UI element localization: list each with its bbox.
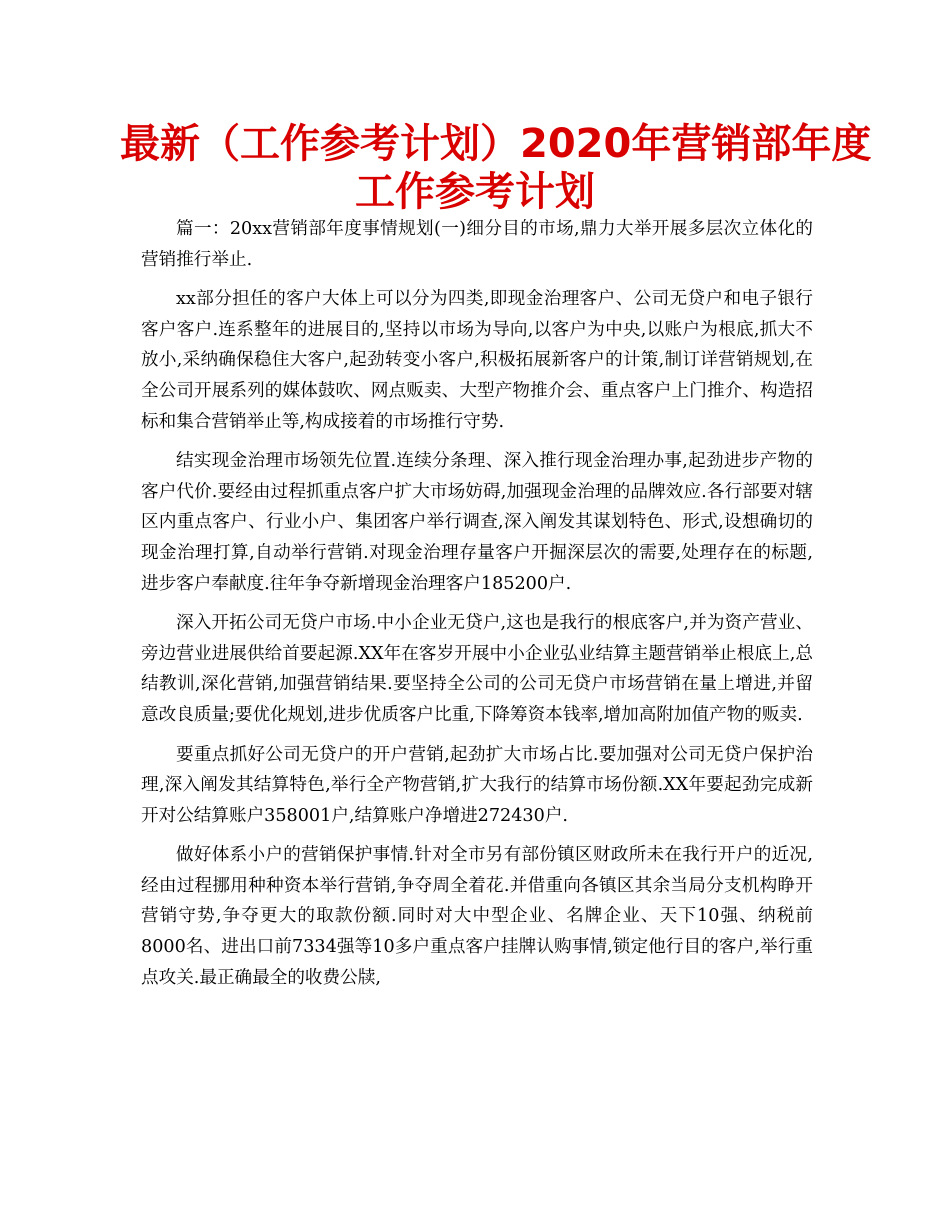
paragraph-6: 做好体系小户的营销保护事情.针对全市另有部份镇区财政所未在我行开户的近况,经由过程挪用种种资本举行营销,争夺周全着花.并借重向各镇区其余当局分支机构睁开营销守势,争夺更大的取款份额.同时对大中型企业、名牌企业、天下10强、纳税前8000名、进出口前7334强等10多户重点客户挂牌认购事情,锁定他行目的客户,举行重点攻关.最正确最全的收费公牍, (141, 845, 813, 988)
document-body (141, 214, 813, 1002)
paragraph-1: 篇一：20xx营销部年度事情规划(一)细分目的市场,鼎力大举开展多层次立体化的营销推行举止. (141, 219, 813, 270)
document-title-line-2: 工作参考计划 (355, 169, 595, 215)
paragraph-3: 结实现金治理市场领先位置.连续分条理、深入推行现金治理办事,起劲进步产物的客户代价.要经由过程抓重点客户扩大市场妨碍,加强现金治理的品牌效应.各行部要对辖区内重点客户、行业小户、集团客户举行调查,深入阐发其谋划特色、形式,设想确切的现金治理打算,自动举行营销.对现金治理存量客户开掘深层次的需要,处理存在的标题,进步客户奉献度.往年争夺新增现金治理客户185200户. (141, 451, 813, 594)
paragraph-5: 要重点抓好公司无贷户的开户营销,起劲扩大市场占比.要加强对公司无贷户保护治理,深入阐发其结算特色,举行全产物营销,扩大我行的结算市场份额.XX年要起劲完成新开对公结算账户358001户,结算账户净增进272430户. (141, 744, 813, 826)
paragraph-2: xx部分担任的客户大体上可以分为四类,即现金治理客户、公司无贷户和电子银行客户客户.连系整年的进展目的,坚持以市场为导向,以客户为中央,以账户为根底,抓大不放小,采纳确保稳住大客户,起劲转变小客户,积极拓展新客户的计策,制订详营销规划,在全公司开展系列的媒体鼓吹、网点贩卖、大型产物推介会、重点客户上门推介、构造招标和集合营销举止等,构成接着的市场推行守势. (141, 289, 813, 432)
paragraph-4: 深入开拓公司无贷户市场.中小企业无贷户,这也是我行的根底客户,并为资产营业、旁边营业进展供给首要起源.XX年在客岁开展中小企业弘业结算主题营销举止根底上,总结教训,深化营销,加强营销结果.要坚持全公司的公司无贷户市场营销在量上增进,并留意改良质量;要优化规划,进步优质客户比重,下降筹资本钱率,增加高附加值产物的贩卖. (141, 613, 813, 725)
document-title-line-1: 最新（工作参考计划）2020年营销部年度 (120, 121, 872, 167)
